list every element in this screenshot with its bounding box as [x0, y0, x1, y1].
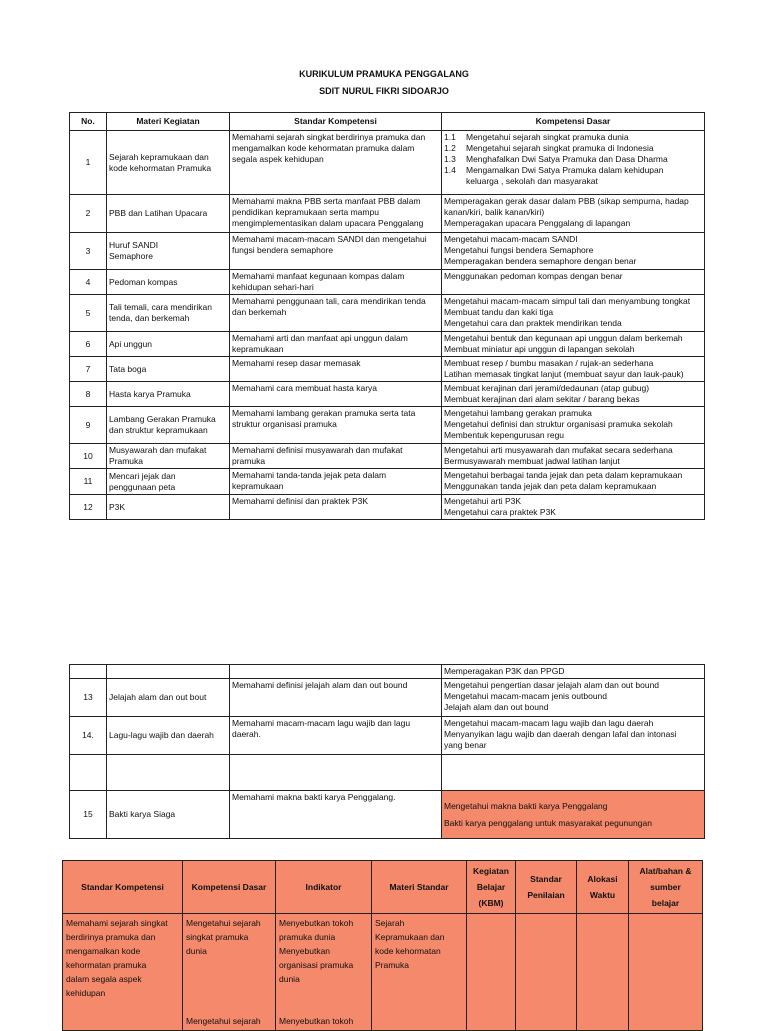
- standar-cell: [230, 665, 442, 679]
- materi-cell: [107, 407, 230, 444]
- standar-cell: [230, 382, 442, 407]
- rpp-empty-cell: [516, 914, 577, 1031]
- rpp-header-text: Alokasi: [587, 874, 618, 884]
- table-row: [70, 195, 705, 233]
- row-number: [70, 755, 107, 791]
- curriculum-table-continued: [69, 664, 705, 839]
- rpp-cell-text: pramuka dunia: [279, 932, 336, 942]
- lesson-plan-table: [62, 860, 703, 1031]
- kompetensi-item: [444, 132, 702, 143]
- standar-cell: [230, 357, 442, 382]
- rpp-header-text: Kegiatan: [473, 866, 509, 876]
- materi-text: Musyawarah dan mufakat: [109, 445, 207, 455]
- kompetensi-text: Mengetahui pengertian dasar jelajah alam dan out bound: [444, 680, 660, 690]
- kompetensi-text: keluarga , sekolah dan masyarakat: [466, 176, 598, 186]
- row-number: 15: [70, 791, 107, 839]
- rpp-cell-text: Menyebutkan tokoh: [279, 1016, 354, 1026]
- materi-text: Lagu-lagu wajib dan daerah: [109, 730, 214, 740]
- materi-cell: [107, 357, 230, 382]
- standar-text: Memahami definisi dan praktek P3K: [232, 496, 369, 506]
- kompetensi-item: [444, 143, 702, 154]
- standar-text: Memahami makna bakti karya Penggalang.: [232, 792, 396, 802]
- materi-cell: [107, 679, 230, 717]
- rpp-cell-text: Mengetahui sejarah: [186, 918, 261, 928]
- rpp-cell-text: kehormatan pramuka: [66, 960, 147, 970]
- standar-text: segala aspek kehidupan: [232, 154, 324, 164]
- standar-cell: [230, 332, 442, 357]
- kompetensi-text: Bakti karya penggalang untuk masyarakat pegunungan: [444, 817, 652, 828]
- materi-cell: [107, 717, 230, 755]
- table-row: [70, 357, 705, 382]
- kompetensi-text: Mengetahui arti musyawarah dan mufakat secara sederhana: [444, 445, 673, 455]
- kompetensi-text: Bermusyawarah membuat jadwal latihan lanjut: [444, 456, 620, 466]
- standar-text: pendidikan kepramukaan serta mampu: [232, 207, 379, 217]
- col-header-standar: Standar Kompetensi: [230, 113, 442, 131]
- materi-cell: [107, 195, 230, 233]
- materi-text: kode kehormatan Pramuka: [109, 162, 212, 173]
- rpp-header-text: (KBM): [478, 898, 504, 908]
- rpp-cell-text: Menyebutkan tokoh: [279, 918, 354, 928]
- kompetensi-text: Latihan memasak tingkat lanjut (membuat sayur dan lauk-pauk): [444, 369, 684, 379]
- rpp-cell-text: berdirinya pramuka dan: [66, 932, 156, 942]
- rpp-cell-text: kehidupan: [66, 988, 106, 998]
- kompetensi-text: Mengetahui macam-macam jenis outbound: [444, 691, 608, 701]
- kompetensi-text: Mengetahui lambang gerakan pramuka: [444, 408, 592, 418]
- materi-text: Mencari jejak dan: [109, 470, 176, 481]
- kompetensi-cell: [442, 469, 705, 495]
- col-header-materi: Materi Kegiatan: [107, 113, 230, 131]
- kompetensi-text: Mengetahui macam-macam SANDI: [444, 234, 578, 244]
- standar-cell: [230, 295, 442, 332]
- standar-cell: [230, 270, 442, 295]
- kompetensi-item-number: 1.3: [444, 154, 456, 164]
- kompetensi-item-number: 1.1: [444, 132, 456, 142]
- kompetensi-item-text: Menghafalkan Dwi Satya Pramuka dan Dasa Dharma: [466, 154, 668, 164]
- rpp-col-header-4: [372, 861, 467, 914]
- materi-text: penggunaan peta: [109, 481, 176, 492]
- kompetensi-text: Membuat miniatur api unggun di lapangan sekolah: [444, 344, 635, 354]
- rpp-cell-text: [186, 1000, 272, 1014]
- standar-text: Memahami macam-macam SANDI dan mengetahui: [232, 234, 427, 244]
- standar-text: Memahami definisi jelajah alam dan out bound: [232, 680, 408, 690]
- table-row: [70, 679, 705, 717]
- rpp-cell-text: dalam segala aspek: [66, 974, 142, 984]
- kompetensi-text: kanan/kiri, balik kanan/kiri): [444, 207, 545, 217]
- materi-text: Pramuka: [109, 456, 144, 466]
- kompetensi-text: Mengetahui definisi dan struktur organisasi pramuka sekolah: [444, 419, 673, 429]
- rpp-cell-text: Memahami sejarah singkat: [66, 918, 168, 928]
- standar-text: Memahami sejarah singkat berdirinya pramuka dan: [232, 132, 426, 142]
- materi-cell: [107, 382, 230, 407]
- materi-text: Huruf SANDI: [109, 240, 159, 250]
- standar-text: Memahami definisi musyawarah dan mufakat: [232, 445, 403, 455]
- standar-text: Memahami makna PBB serta manfaat PBB dalam: [232, 196, 421, 206]
- rpp-cell-text: [279, 986, 368, 1000]
- row-number: 5: [70, 295, 107, 332]
- row-number: 7: [70, 357, 107, 382]
- materi-cell: [107, 755, 230, 791]
- standar-text: Memahami penggunaan tali, cara mendirikan tenda: [232, 296, 426, 306]
- kompetensi-cell: [442, 755, 705, 791]
- kompetensi-text: Memperagakan upacara Penggalang di lapangan: [444, 218, 631, 228]
- rpp-col-header-1: [63, 861, 183, 914]
- kompetensi-item-text: Mengamalkan Dwi Satya Pramuka dalam kehidupan: [466, 165, 664, 175]
- row-number: [70, 665, 107, 679]
- rpp-cell-text: Pramuka: [375, 960, 410, 970]
- kompetensi-text: Mengetahui fungsi bendera Semaphore: [444, 245, 594, 255]
- materi-text: Pedoman kompas: [109, 276, 178, 287]
- kompetensi-item-text: Mengetahui sejarah singkat pramuka dunia: [466, 132, 629, 142]
- materi-text: Bakti karya Siaga: [109, 809, 176, 819]
- curriculum-table: [69, 112, 705, 520]
- standar-text: Memahami resep dasar memasak: [232, 358, 361, 368]
- col-header-kompetensi: Kompetensi Dasar: [442, 113, 705, 131]
- standar-cell: [230, 131, 442, 195]
- materi-cell: [107, 332, 230, 357]
- kompetensi-cell: [442, 195, 705, 233]
- standar-text: kepramukaan: [232, 481, 284, 491]
- table-row: [70, 270, 705, 295]
- kompetensi-cell: [442, 791, 705, 839]
- rpp-header-text: belajar: [651, 898, 680, 908]
- rpp-indikator-cell: [276, 914, 372, 1031]
- materi-text: P3K: [109, 501, 126, 512]
- materi-text: Semaphore: [109, 251, 153, 261]
- standar-text: Memahami cara membuat hasta karya: [232, 383, 378, 393]
- kompetensi-text: Membuat resep / bumbu masakan / rujak-an sederhana: [444, 358, 654, 368]
- kompetensi-cell: [442, 233, 705, 270]
- kompetensi-item-number: 1.2: [444, 143, 456, 153]
- standar-text: dan berkemah: [232, 307, 287, 317]
- col-header-no: No.: [70, 113, 107, 131]
- row-number: 3: [70, 233, 107, 270]
- rpp-cell-text: kode kehormatan: [375, 946, 441, 956]
- kompetensi-cell: [442, 295, 705, 332]
- rpp-cell-text: mengamalkan kode: [66, 946, 141, 956]
- rpp-cell-text: [186, 958, 272, 972]
- standar-text: Memahami macam-macam lagu wajib dan lagu: [232, 718, 411, 728]
- materi-text: Sejarah kepramukaan dan: [109, 151, 209, 162]
- row-number: 2: [70, 195, 107, 233]
- materi-text: Jelajah alam dan out bout: [109, 692, 207, 702]
- standar-cell: [230, 495, 442, 520]
- rpp-cell-text: dunia: [279, 974, 300, 984]
- rpp-col-header-5: [467, 861, 516, 914]
- kompetensi-text: Menyanyikan lagu wajib dan daerah dengan lafal dan intonasi: [444, 729, 677, 739]
- materi-text: Tata boga: [109, 363, 147, 374]
- kompetensi-item: [444, 154, 702, 165]
- rpp-header-text: Standar Kompetensi: [81, 882, 164, 892]
- standar-cell: [230, 469, 442, 495]
- standar-cell: [230, 755, 442, 791]
- row-number: 6: [70, 332, 107, 357]
- school-name: SDIT NURUL FIKRI SIDOARJO: [319, 86, 449, 96]
- rpp-cell-text: Menyebutkan: [279, 946, 331, 956]
- standar-text: daerah.: [232, 729, 261, 739]
- rpp-col-header-6: [516, 861, 577, 914]
- materi-cell: [107, 295, 230, 332]
- standar-text: kehidupan sehari-hari: [232, 282, 314, 292]
- kompetensi-cell: [442, 357, 705, 382]
- kompetensi-item: [444, 165, 702, 176]
- kompetensi-text: Menggunakan pedoman kompas dengan benar: [444, 271, 623, 281]
- kompetensi-cell: [442, 665, 705, 679]
- row-number: 9: [70, 407, 107, 444]
- standar-text: Memahami lambang gerakan pramuka serta tata: [232, 408, 416, 418]
- table-row: [70, 407, 705, 444]
- rpp-kompetensi-cell: [183, 914, 276, 1031]
- rpp-cell-text: Sejarah: [375, 918, 405, 928]
- table-row: [70, 665, 705, 679]
- kompetensi-text: Memperagakan bendera semaphore dengan benar: [444, 256, 637, 266]
- standar-cell: [230, 444, 442, 469]
- standar-cell: [230, 233, 442, 270]
- document-title: KURIKULUM PRAMUKA PENGGALANG: [299, 69, 469, 79]
- materi-cell: [107, 469, 230, 495]
- row-number: 13: [70, 679, 107, 717]
- standar-cell: [230, 679, 442, 717]
- materi-text: Api unggun: [109, 338, 153, 349]
- standar-text: Memahami arti dan manfaat api unggun dalam: [232, 333, 408, 343]
- rpp-cell-text: [279, 1000, 368, 1014]
- kompetensi-cell: [442, 717, 705, 755]
- kompetensi-text: Membentuk kepengurusan regu: [444, 430, 565, 440]
- rpp-header-text: Standar: [530, 874, 562, 884]
- kompetensi-cell: [442, 495, 705, 520]
- rpp-cell-text: organisasi pramuka: [279, 960, 354, 970]
- rpp-col-header-8: [629, 861, 703, 914]
- materi-text: Hasta karya Pramuka: [109, 388, 191, 399]
- standar-text: mengamalkan kode kehormatan pramuka dalam: [232, 143, 415, 153]
- rpp-materi-cell: [372, 914, 467, 1031]
- standar-text: kepramukaan: [232, 344, 284, 354]
- rpp-standar-cell: [63, 914, 183, 1031]
- standar-text: mengimplementasikan dalam upacara Penggalang: [232, 218, 424, 228]
- kompetensi-text: Menggunakan tanda jejak dan peta dalam kepramukaan: [444, 481, 657, 491]
- rpp-cell-text: [186, 986, 272, 1000]
- rpp-header-text: Materi Standar: [389, 882, 449, 892]
- kompetensi-text: Mengetahui macam-macam simpul tali dan menyambung tongkat: [444, 296, 691, 306]
- materi-text: dan struktur kepramukaan: [109, 425, 208, 435]
- rpp-cell-text: Kepramukaan dan: [375, 932, 445, 942]
- materi-cell: [107, 791, 230, 839]
- standar-text: fungsi bendera semaphore: [232, 245, 334, 255]
- rpp-col-header-7: [577, 861, 629, 914]
- row-number: 10: [70, 444, 107, 469]
- table-row: [70, 469, 705, 495]
- kompetensi-text: Jelajah alam dan out bound: [444, 702, 549, 712]
- materi-text: Lambang Gerakan Pramuka: [109, 414, 216, 424]
- kompetensi-text: Mengetahui berbagai tanda jejak dan peta dalam kepramukaan: [444, 470, 683, 480]
- rpp-header-text: Waktu: [589, 890, 616, 900]
- kompetensi-text: Memperagakan P3K dan PPGD: [444, 666, 565, 676]
- kompetensi-text: Mengetahui cara dan praktek mendirikan tenda: [444, 318, 622, 328]
- materi-text: Tali temali, cara mendirikan: [109, 302, 212, 312]
- standar-cell: [230, 407, 442, 444]
- materi-cell: [107, 444, 230, 469]
- kompetensi-text: Membuat kerajinan dari alam sekitar / barang bekas: [444, 394, 640, 404]
- table-row: [70, 131, 705, 195]
- kompetensi-cell: [442, 407, 705, 444]
- row-number: 11: [70, 469, 107, 495]
- kompetensi-cell: [442, 444, 705, 469]
- kompetensi-item-number: 1.4: [444, 165, 456, 175]
- row-number: 1: [70, 131, 107, 195]
- kompetensi-cell: [442, 679, 705, 717]
- rpp-cell-text: [186, 972, 272, 986]
- rpp-header-text: Alat/bahan &: [639, 866, 692, 876]
- kompetensi-cell: [442, 332, 705, 357]
- rpp-header-text: Indikator: [305, 882, 342, 892]
- row-number: 4: [70, 270, 107, 295]
- kompetensi-cell: [442, 131, 705, 195]
- rpp-cell-text: dunia: [186, 946, 207, 956]
- kompetensi-text: Memperagakan gerak dasar dalam PBB (sikap sempurna, hadap: [444, 196, 689, 206]
- kompetensi-item-text: Mengetahui sejarah singkat pramuka di Indonesia: [466, 143, 654, 153]
- standar-cell: [230, 791, 442, 839]
- standar-text: Memahami tanda-tanda jejak peta dalam: [232, 470, 387, 480]
- table-row: [70, 755, 705, 791]
- materi-cell: [107, 233, 230, 270]
- kompetensi-cell: [442, 270, 705, 295]
- materi-text: PBB dan Latihan Upacara: [109, 208, 208, 218]
- rpp-header-text: Kompetensi Dasar: [191, 882, 267, 892]
- materi-cell: [107, 131, 230, 195]
- rpp-empty-cell: [577, 914, 629, 1031]
- table-row: [70, 295, 705, 332]
- materi-cell: [107, 495, 230, 520]
- standar-text: Memahami manfaat kegunaan kompas dalam: [232, 271, 405, 281]
- kompetensi-text: Mengetahui macam-macam lagu wajib dan lagu daerah: [444, 718, 654, 728]
- table-row: [70, 444, 705, 469]
- table-row: [70, 791, 705, 839]
- rpp-empty-cell: [629, 914, 703, 1031]
- kompetensi-text: yang benar: [444, 740, 487, 750]
- rpp-cell-text: Mengetahui sejarah: [186, 1016, 261, 1026]
- standar-cell: [230, 195, 442, 233]
- materi-cell: [107, 665, 230, 679]
- kompetensi-text: Mengetahui bentuk dan kegunaan api unggun dalam berkemah: [444, 333, 683, 343]
- kompetensi-text: Membuat kerajinan dari jerami/dedaunan (atap gubug): [444, 383, 650, 393]
- standar-text: struktur organisasi pramuka: [232, 419, 337, 429]
- kompetensi-text: Membuat tandu dan kaki tiga: [444, 307, 554, 317]
- standar-text: pramuka: [232, 456, 266, 466]
- rpp-empty-cell: [467, 914, 516, 1031]
- rpp-col-header-3: [276, 861, 372, 914]
- table-row: [70, 233, 705, 270]
- rpp-header-text: Belajar: [476, 882, 506, 892]
- row-number: 8: [70, 382, 107, 407]
- table-row: [70, 717, 705, 755]
- kompetensi-text: Mengetahui makna bakti karya Penggalang: [444, 800, 608, 811]
- rpp-header-text: Penilaian: [527, 890, 565, 900]
- materi-text: tenda, dan berkemah: [109, 313, 190, 323]
- rpp-cell-text: singkat pramuka: [186, 932, 249, 942]
- rpp-col-header-2: [183, 861, 276, 914]
- row-number: 14.: [70, 717, 107, 755]
- row-number: 12: [70, 495, 107, 520]
- kompetensi-text: Mengetahui cara praktek P3K: [444, 507, 556, 517]
- standar-cell: [230, 717, 442, 755]
- table-row: [70, 382, 705, 407]
- kompetensi-cell: [442, 382, 705, 407]
- table-row: [70, 495, 705, 520]
- kompetensi-text: Mengetahui arti P3K: [444, 496, 522, 506]
- table-row: [70, 332, 705, 357]
- rpp-header-text: sumber: [650, 882, 681, 892]
- materi-cell: [107, 270, 230, 295]
